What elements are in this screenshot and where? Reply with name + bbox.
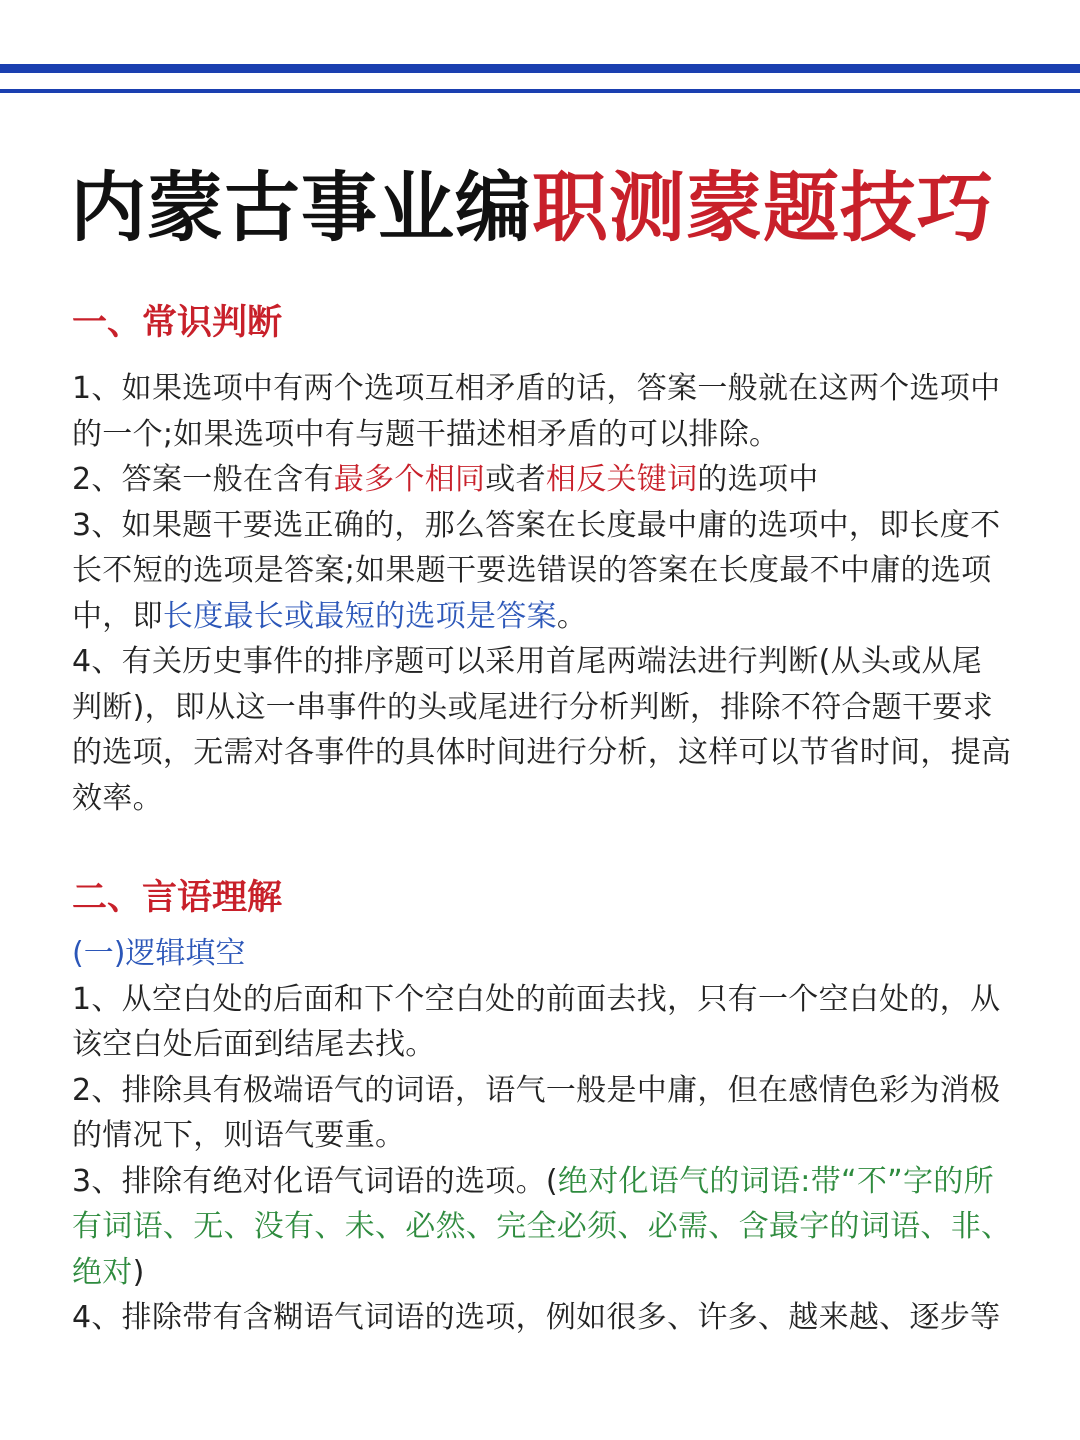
s1-item-2-text-a: 2、答案一般在含有 [72,462,334,497]
title-black-part: 内蒙古事业编 [70,163,532,252]
s1-item-1: 1、如果选项中有两个选项互相矛盾的话，答案一般就在这两个选项中的一个;如果选项中有与题干描述相矛盾的可以排除。 [72,371,1001,452]
s2-item-3-text-a: 3、排除有绝对化语气词语的选项。( [72,1163,558,1199]
s1-item-2-highlight-2: 相反关键词 [545,462,698,497]
s1-item-2-highlight-1: 最多个相同 [333,462,486,497]
s1-item-3-text-a: 3、如果题干要选正确的，那么答案在长度最中庸的选项中，即长度不长不短的选项是答案;如果题干要选错误的答案在长度最不中庸的选项中，即 [72,507,1001,634]
s1-item-2-text-c: 或者 [485,462,546,497]
s2-item-3 [72,1159,1012,1296]
top-rule-thick [0,64,1080,73]
s2-item-3-highlight: 绝对化语气的词语:带“不”字的所有词语、无、没有、未、必然、完全必须、必需、含最字的词语、非、绝对 [72,1163,1012,1290]
s1-item-3 [72,503,1012,640]
s1-item-2-text-e: 的选项中 [697,462,819,497]
subsection-title-logic-fill: (一)逻辑填空 [72,936,246,971]
section-title-verbal: 二、言语理解 [72,878,283,918]
section-title-common-sense: 一、常识判断 [72,303,283,343]
s1-item-3-text-c: 。 [556,598,588,634]
title-red-part: 职测蒙题技巧 [532,163,994,252]
s1-item-3-highlight: 长度最长或最短的选项是答案 [162,598,557,634]
top-rule-thin [0,89,1080,93]
page-title [70,160,1030,256]
main-content [72,296,1012,1341]
s2-item-4: 4、排除带有含糊语气词语的选项，例如很多、许多、越来越、逐步等 [72,1300,1001,1335]
s1-item-2 [72,457,1012,503]
s2-item-2: 2、排除具有极端语气的词语，语气一般是中庸，但在感情色彩为消极的情况下，则语气要重。 [72,1072,1001,1153]
s2-item-1: 1、从空白处的后面和下个空白处的前面去找，只有一个空白处的，从该空白处后面到结尾去找。 [72,981,1001,1062]
s1-item-4: 4、有关历史事件的排序题可以采用首尾两端法进行判断(从头或从尾判断)，即从这一串事件的头或尾进行分析判断，排除不符合题干要求的选项，无需对各事件的具体时间进行分析，这样可以节省时间，提高效率。 [72,644,1012,816]
s2-item-3-text-c: ) [132,1254,145,1290]
